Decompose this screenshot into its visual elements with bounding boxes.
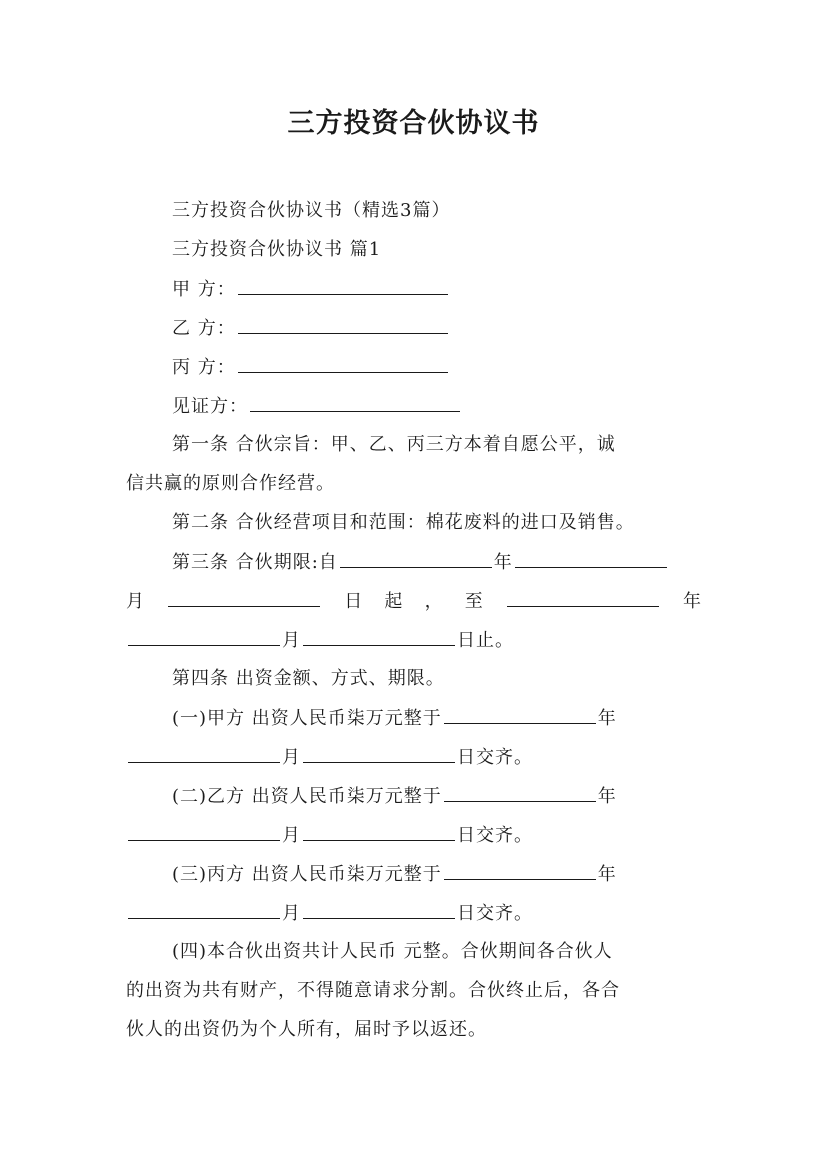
article3-year2: 年 [682,591,701,612]
item3-year: 年 [597,864,617,885]
article3-month2: 月 [282,630,301,651]
item3-prefix: (三)丙方 出资人民币柒万元整于 [172,864,442,885]
item3-line2 [126,900,533,927]
article1-line1: 第一条 合伙宗旨：甲、乙、丙三方本着自愿公平，诚 [172,434,616,455]
item3-pay: 日交齐。 [457,903,533,924]
item1-month: 月 [282,747,301,768]
item2-prefix: (二)乙方 出资人民币柒万元整于 [172,786,442,807]
subtitle: 三方投资合伙协议书（精选3篇） [172,200,451,221]
party-c-label: 丙 方： [172,357,236,378]
item2-pay: 日交齐。 [457,825,533,846]
party-c-blank [238,354,448,373]
article3-year: 年 [493,552,513,573]
article3-month: 月 [126,591,144,612]
party-c-line [172,354,450,381]
article1-line2: 信共赢的原则合作经营。 [126,473,335,494]
article3-line1 [172,549,669,576]
witness-line [172,393,462,420]
article3-line2 [126,588,701,615]
section-heading: 三方投资合伙协议书 篇1 [172,239,382,260]
item4-line2: 的出资为共有财产，不得随意请求分割。合伙终止后，各合 [126,980,620,1001]
article2-line1: 第二条 合伙经营项目和范围：棉花废料的进口及销售。 [172,512,635,533]
item3-year-blank [444,861,596,880]
item2-year: 年 [597,786,617,807]
article3-line3 [126,627,514,654]
article4-heading: 第四条 出资金额、方式、期限。 [172,668,445,689]
article3-day-end: 日止。 [457,630,514,651]
start-day-blank [168,588,320,607]
end-year-blank [507,588,659,607]
witness-label: 见证方： [172,396,248,417]
article3-prefix: 第三条 合伙期限:自 [172,552,338,573]
item1-year: 年 [597,708,617,729]
item3-line1 [172,861,617,888]
item2-year-blank [444,783,596,802]
item2-day-blank [303,822,455,841]
end-day-blank [303,627,455,646]
party-b-blank [238,315,448,334]
document-title: 三方投资合伙协议书 [287,108,540,139]
start-year-blank [340,549,492,568]
article3-to: 至 [464,591,483,612]
item2-month: 月 [282,825,301,846]
item2-line2 [126,822,533,849]
article3-from: 起 [384,591,403,612]
article3-day: 日 [344,591,363,612]
party-b-label: 乙 方： [172,318,236,339]
item1-prefix: (一)甲方 出资人民币柒万元整于 [172,708,442,729]
item4-line3: 伙人的出资仍为个人所有，届时予以返还。 [126,1019,487,1040]
party-b-line [172,315,450,342]
party-a-blank [238,276,448,295]
item1-line2 [126,744,533,771]
item3-day-blank [303,900,455,919]
article3-comma: ， [424,591,443,612]
party-a-label: 甲 方： [172,279,236,300]
end-month-blank [128,627,280,646]
item4-line1: (四)本合伙出资共计人民币 元整。合伙期间各合伙人 [172,941,613,962]
item2-month-blank [128,822,280,841]
start-month-blank [515,549,667,568]
item1-month-blank [128,744,280,763]
item3-month-blank [128,900,280,919]
item1-day-blank [303,744,455,763]
item1-line1 [172,705,617,732]
witness-blank [250,393,460,412]
item2-line1 [172,783,617,810]
item3-month: 月 [282,903,301,924]
item1-pay: 日交齐。 [457,747,533,768]
item1-year-blank [444,705,596,724]
party-a-line [172,276,450,303]
